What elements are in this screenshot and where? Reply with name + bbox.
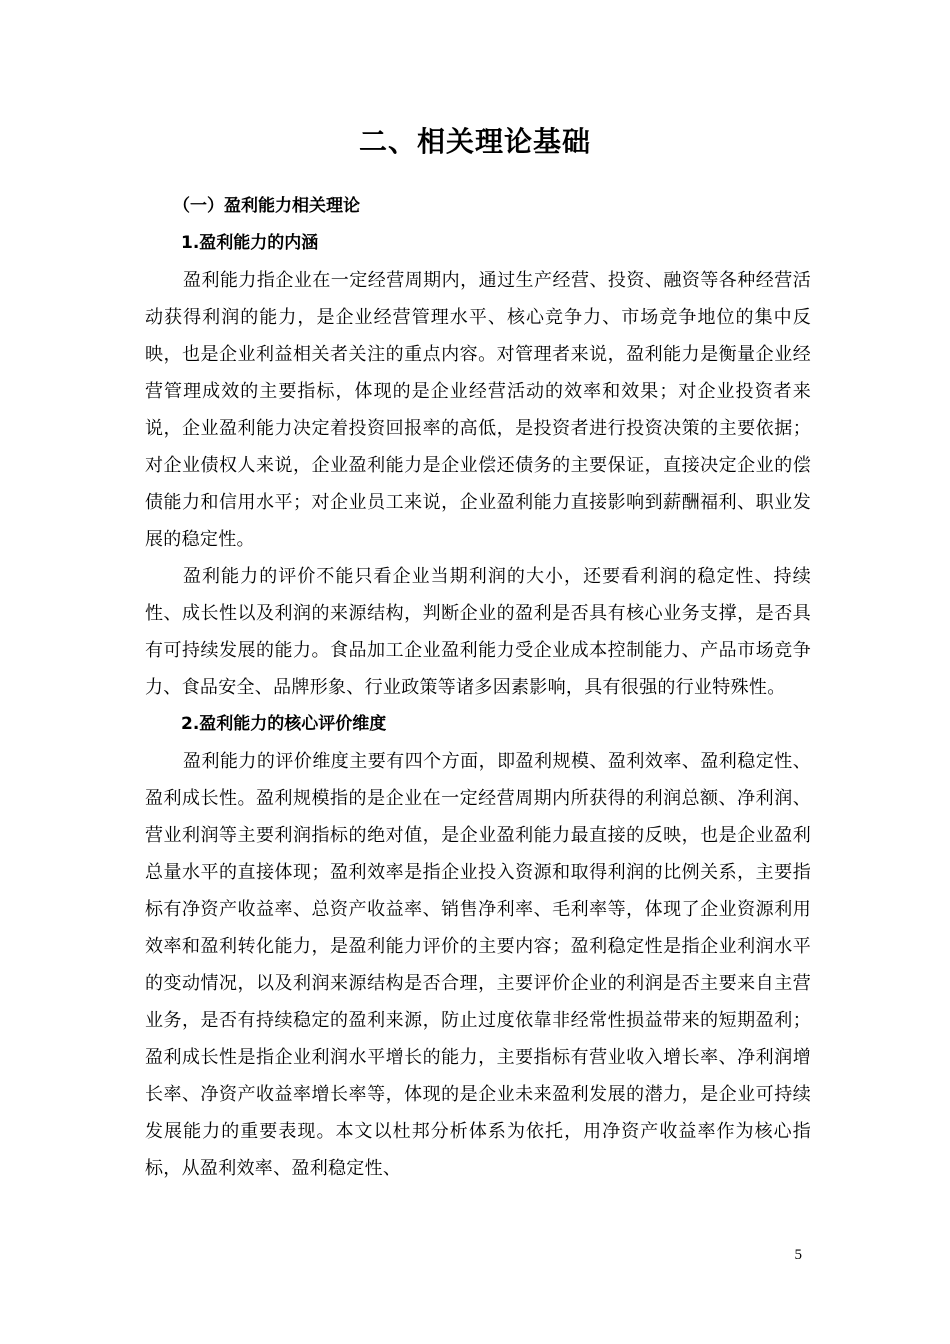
subsection-heading-2: 2.盈利能力的核心评价维度 (181, 714, 387, 734)
subsection-heading-1: 1.盈利能力的内涵 (181, 233, 319, 253)
page-number: 5 (794, 1247, 802, 1263)
paragraph: 盈利能力的评价维度主要有四个方面，即盈利规模、盈利效率、盈利稳定性、盈利成长性。盈利规模指的是企业在一定经营周期内所获得的利润总额、净利润、营业利润等主要利润指标的绝对值，是企业盈利能力最直接的反映，也是企业盈利总量水平的直接体现；盈利效率是指企业投入资源和取得利润的比例关系，主要指标有净资产收益率、总资产收益率、销售净利率、毛利率等，体现了企业资源利用效率和盈利转化能力，是盈利能力评价的主要内容；盈利稳定性是指企业利润水平的变动情况，以及利润来源结构是否合理，主要评价企业的利润是否主要来自主营业务，是否有持续稳定的盈利来源，防止过度依靠非经常性损益带来的短期盈利；盈利成长性是指企业利润水平增长的能力，主要指标有营业收入增长率、净利润增长率、净资产收益率增长率等，体现的是企业未来盈利发展的潜力，是企业可持续发展能力的重要表现。本文以杜邦分析体系为依托，用净资产收益率作为核心指标，从盈利效率、盈利稳定性、 (145, 751, 811, 1179)
paragraph: 盈利能力指企业在一定经营周期内，通过生产经营、投资、融资等各种经营活动获得利润的能力，是企业经营管理水平、核心竞争力、市场竞争地位的集中反映，也是企业利益相关者关注的重点内容。对管理者来说，盈利能力是衡量企业经营管理成效的主要指标，体现的是企业经营活动的效率和效果；对企业投资者来说，企业盈利能力决定着投资回报率的高低，是投资者进行投资决策的主要依据；对企业债权人来说，企业盈利能力是企业偿还债务的主要保证，直接决定企业的偿债能力和信用水平；对企业员工来说，企业盈利能力直接影响到薪酬福利、职业发展的稳定性。 (145, 270, 811, 550)
chapter-title: 二、相关理论基础 (358, 125, 591, 158)
paragraph: 盈利能力的评价不能只看企业当期利润的大小，还要看利润的稳定性、持续性、成长性以及利润的来源结构，判断企业的盈利是否具有核心业务支撑，是否具有可持续发展的能力。食品加工企业盈利能力受企业成本控制能力、产品市场竞争力、食品安全、品牌形象、行业政策等诸多因素影响，具有很强的行业特殊性。 (145, 566, 811, 698)
body-text (145, 188, 811, 1187)
section-heading: （一）盈利能力相关理论 (173, 196, 360, 216)
